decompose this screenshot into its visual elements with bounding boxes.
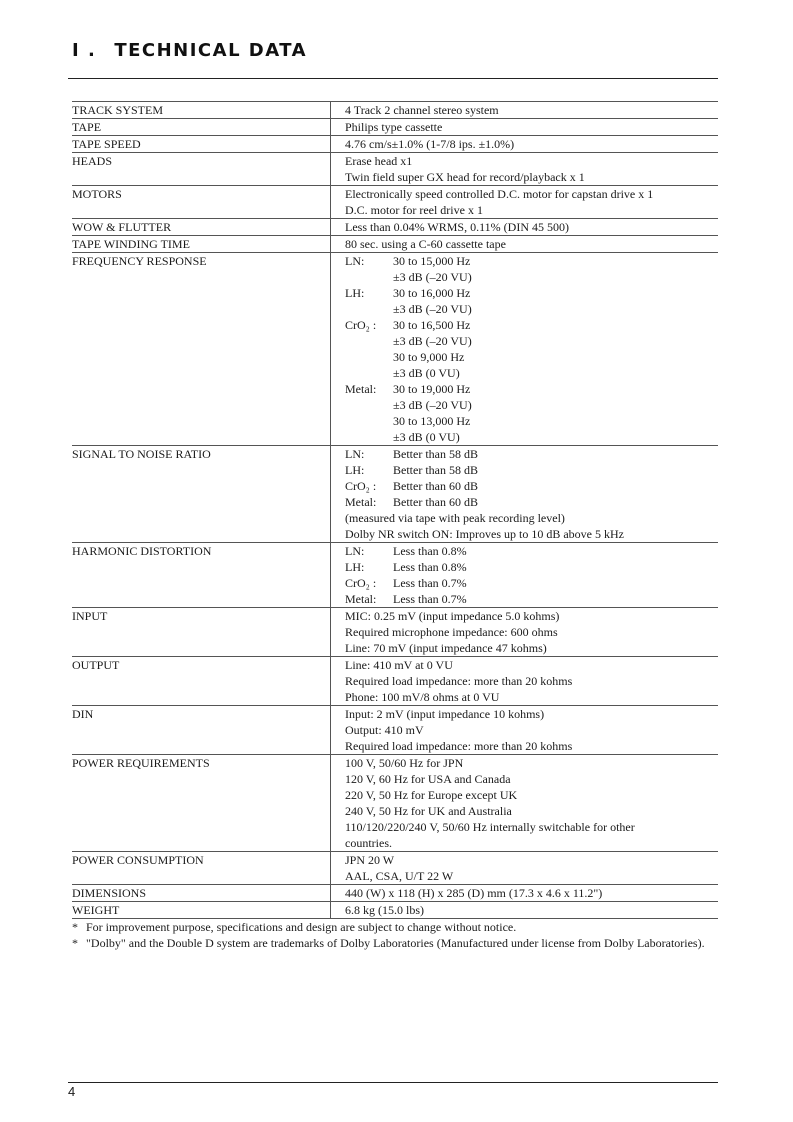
spec-value <box>331 543 719 608</box>
spec-row <box>72 236 718 253</box>
spec-value-text: 30 to 19,000 Hz <box>393 382 471 396</box>
spec-label: TAPE SPEED <box>72 136 331 153</box>
footnote <box>72 919 722 935</box>
spec-value-line: AAL, CSA, U/T 22 W <box>345 869 454 883</box>
section-number: I . <box>72 40 97 61</box>
tape-type <box>345 349 393 365</box>
spec-value <box>331 119 719 136</box>
spec-value-line: Dolby NR switch ON: Improves up to 10 dB above 5 kHz <box>345 527 624 541</box>
spec-value-text: ±3 dB (–20 VU) <box>393 270 472 284</box>
spec-row <box>72 885 718 902</box>
spec-row <box>72 119 718 136</box>
spec-value-text: Better than 60 dB <box>393 495 478 509</box>
spec-table <box>72 101 718 919</box>
spec-value-text: Better than 58 dB <box>393 447 478 461</box>
footnote-asterisk: * <box>72 920 78 934</box>
spec-value-text: ±3 dB (0 VU) <box>393 366 460 380</box>
tape-type: CrO₂ : <box>345 479 377 493</box>
spec-value-text: Less than 0.7% <box>393 592 467 606</box>
spec-label: OUTPUT <box>72 657 331 706</box>
tape-type: LH: <box>345 560 365 574</box>
spec-label: HEADS <box>72 153 331 186</box>
spec-label: TAPE WINDING TIME <box>72 236 331 253</box>
spec-value <box>331 902 719 919</box>
spec-row <box>72 706 718 755</box>
spec-value-text: 30 to 13,000 Hz <box>393 414 471 428</box>
spec-value <box>331 236 719 253</box>
footnote <box>72 935 722 951</box>
spec-value-row <box>345 494 718 510</box>
spec-value <box>331 186 719 219</box>
spec-value-line: countries. <box>345 836 392 850</box>
spec-value-text: Less than 0.8% <box>393 544 467 558</box>
spec-value-row <box>345 478 718 494</box>
spec-label: DIMENSIONS <box>72 885 331 902</box>
spec-value-line: Line: 410 mV at 0 VU <box>345 658 453 672</box>
spec-row <box>72 902 718 919</box>
spec-value-line: Twin field super GX head for record/playback x 1 <box>345 170 585 184</box>
spec-value <box>331 219 719 236</box>
tape-type <box>345 269 393 285</box>
spec-value-line: 100 V, 50/60 Hz for JPN <box>345 756 464 770</box>
spec-value-line: Required load impedance: more than 20 kohms <box>345 674 573 688</box>
spec-value-text: 30 to 16,500 Hz <box>393 318 471 332</box>
spec-value-text: ±3 dB (–20 VU) <box>393 398 472 412</box>
spec-row <box>72 852 718 885</box>
spec-value-line: Philips type cassette <box>345 120 443 134</box>
spec-value <box>331 102 719 119</box>
spec-value-line: (measured via tape with peak recording level) <box>345 511 565 525</box>
spec-value <box>331 852 719 885</box>
spec-label: POWER CONSUMPTION <box>72 852 331 885</box>
spec-value-text: 30 to 9,000 Hz <box>393 350 465 364</box>
spec-value <box>331 253 719 446</box>
spec-value-line: 110/120/220/240 V, 50/60 Hz internally switchable for other <box>345 820 635 834</box>
spec-row <box>72 608 718 657</box>
spec-value-text: Better than 60 dB <box>393 479 478 493</box>
spec-label: TAPE <box>72 119 331 136</box>
spec-value-row <box>345 543 718 559</box>
spec-label: INPUT <box>72 608 331 657</box>
spec-value-line: Erase head x1 <box>345 154 413 168</box>
spec-value-line: JPN 20 W <box>345 853 395 867</box>
spec-value-line: Required microphone impedance: 600 ohms <box>345 625 558 639</box>
spec-value-line: Less than 0.04% WRMS, 0.11% (DIN 45 500) <box>345 220 569 234</box>
spec-value-line: Output: 410 mV <box>345 723 424 737</box>
spec-value-line: 4.76 cm/s±1.0% (1-7/8 ips. ±1.0%) <box>345 137 515 151</box>
spec-value-line: 220 V, 50 Hz for Europe except UK <box>345 788 518 802</box>
spec-value-text: ±3 dB (–20 VU) <box>393 334 472 348</box>
spec-value <box>331 153 719 186</box>
spec-value-line: 440 (W) x 118 (H) x 285 (D) mm (17.3 x 4.6 x 11.2") <box>345 886 603 900</box>
spec-value-line: 6.8 kg (15.0 lbs) <box>345 903 424 917</box>
spec-label: SIGNAL TO NOISE RATIO <box>72 446 331 543</box>
spec-label: HARMONIC DISTORTION <box>72 543 331 608</box>
spec-label: WOW & FLUTTER <box>72 219 331 236</box>
spec-value-row <box>345 462 718 478</box>
spec-row <box>72 543 718 608</box>
tape-type: Metal: <box>345 382 377 396</box>
spec-value-row <box>345 285 718 301</box>
spec-value-row <box>345 413 718 429</box>
footnote-text: "Dolby" and the Double D system are trademarks of Dolby Laboratories (Manufactured under license from Dolby Laboratories). <box>86 936 705 950</box>
footnotes <box>72 919 722 951</box>
spec-value <box>331 136 719 153</box>
spec-row <box>72 102 718 119</box>
tape-type <box>345 301 393 317</box>
spec-value-line: 80 sec. using a C-60 cassette tape <box>345 237 506 251</box>
tape-type: LH: <box>345 463 365 477</box>
spec-row <box>72 186 718 219</box>
spec-value-row <box>345 301 718 317</box>
spec-value-row <box>345 397 718 413</box>
spec-value-row <box>345 559 718 575</box>
spec-value-line: 4 Track 2 channel stereo system <box>345 103 499 117</box>
spec-value <box>331 657 719 706</box>
spec-label: FREQUENCY RESPONSE <box>72 253 331 446</box>
spec-value-line: Input: 2 mV (input impedance 10 kohms) <box>345 707 545 721</box>
tape-type: Metal: <box>345 592 377 606</box>
spec-value <box>331 706 719 755</box>
spec-row <box>72 153 718 186</box>
page-number: 4 <box>68 1084 76 1099</box>
spec-row <box>72 136 718 153</box>
spec-value-row <box>345 446 718 462</box>
spec-row <box>72 755 718 852</box>
tape-type <box>345 397 393 413</box>
spec-value <box>331 608 719 657</box>
spec-value-text: Less than 0.8% <box>393 560 467 574</box>
spec-value-line: Electronically speed controlled D.C. motor for capstan drive x 1 <box>345 187 654 201</box>
tape-type <box>345 333 393 349</box>
spec-value-row <box>345 591 718 607</box>
spec-value-line: 120 V, 60 Hz for USA and Canada <box>345 772 511 786</box>
spec-value-text: ±3 dB (–20 VU) <box>393 302 472 316</box>
spec-row <box>72 657 718 706</box>
spec-row <box>72 446 718 543</box>
spec-row <box>72 253 718 446</box>
spec-value-line: 240 V, 50 Hz for UK and Australia <box>345 804 512 818</box>
tape-type <box>345 365 393 381</box>
spec-value-text: ±3 dB (0 VU) <box>393 430 460 444</box>
spec-value-text: Less than 0.7% <box>393 576 467 590</box>
spec-value-line: D.C. motor for reel drive x 1 <box>345 203 483 217</box>
top-rule <box>68 78 718 79</box>
section-title: TECHNICAL DATA <box>114 40 308 61</box>
spec-label: DIN <box>72 706 331 755</box>
spec-value-line: MIC: 0.25 mV (input impedance 5.0 kohms) <box>345 609 560 623</box>
spec-value-line: Line: 70 mV (input impedance 47 kohms) <box>345 641 547 655</box>
spec-value-text: 30 to 16,000 Hz <box>393 286 471 300</box>
tape-type: LH: <box>345 286 365 300</box>
spec-value-row <box>345 269 718 285</box>
spec-value-row <box>345 365 718 381</box>
spec-label: MOTORS <box>72 186 331 219</box>
spec-label: POWER REQUIREMENTS <box>72 755 331 852</box>
tape-type: CrO₂ : <box>345 576 377 590</box>
spec-value <box>331 885 719 902</box>
spec-value <box>331 446 719 543</box>
spec-value-row <box>345 333 718 349</box>
tape-type: LN: <box>345 447 365 461</box>
spec-value-line: Required load impedance: more than 20 kohms <box>345 739 573 753</box>
footnote-text: For improvement purpose, specifications and design are subject to change without notice. <box>86 920 517 934</box>
spec-value-text: Better than 58 dB <box>393 463 478 477</box>
spec-value-row <box>345 575 718 591</box>
spec-label: WEIGHT <box>72 902 331 919</box>
tape-type: LN: <box>345 254 365 268</box>
tape-type: LN: <box>345 544 365 558</box>
tape-type <box>345 429 393 445</box>
spec-value <box>331 755 719 852</box>
bottom-rule <box>68 1082 718 1083</box>
footnote-asterisk: * <box>72 936 78 950</box>
spec-value-row <box>345 253 718 269</box>
spec-value-row <box>345 429 718 445</box>
tape-type <box>345 413 393 429</box>
spec-value-row <box>345 381 718 397</box>
spec-table-body <box>72 102 718 919</box>
tape-type: Metal: <box>345 495 377 509</box>
spec-value-row <box>345 349 718 365</box>
spec-value-row <box>345 317 718 333</box>
spec-label: TRACK SYSTEM <box>72 102 331 119</box>
page-heading <box>72 40 307 61</box>
spec-value-line: Phone: 100 mV/8 ohms at 0 VU <box>345 690 500 704</box>
spec-row <box>72 219 718 236</box>
tape-type: CrO₂ : <box>345 318 377 332</box>
spec-value-text: 30 to 15,000 Hz <box>393 254 471 268</box>
